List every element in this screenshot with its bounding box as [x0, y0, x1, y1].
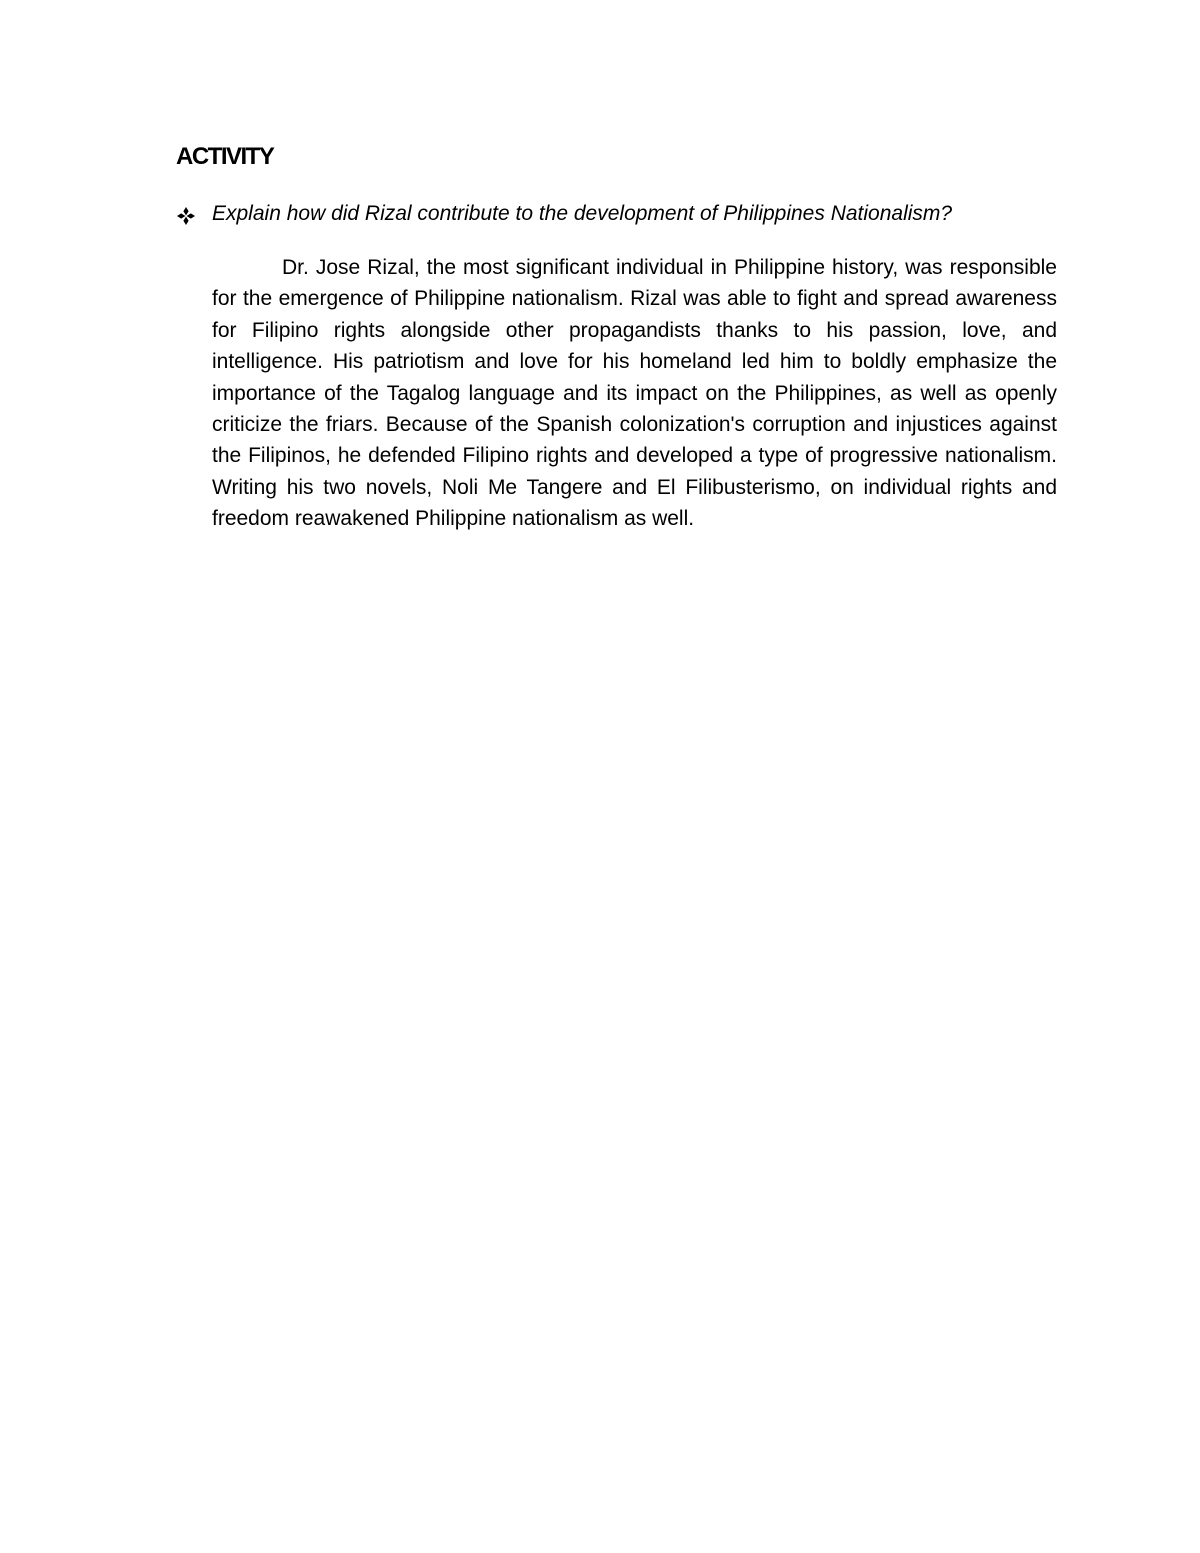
four-diamond-star-bullet-icon: [176, 206, 196, 226]
answer-paragraph: Dr. Jose Rizal, the most significant individual in Philippine history, was responsible for the emergence of Philippine nationalism. Rizal was able to fight and spread awareness for Filipino rights alongside other propagandists thanks to his passion, love, and intelligence. His patriotism and love for his homeland led him to boldly emphasize the importance of the Tagalog language and its impact on the Philippines, as well as openly criticize the friars. Because of the Spanish colonization's corruption and injustices against the Filipinos, he defended Filipino rights and developed a type of progressive nationalism. Writing his two novels, Noli Me Tangere and El Filibusterismo, on individual rights and freedom reawakened Philippine nationalism as well.: [212, 256, 1057, 531]
question-item: [176, 198, 1076, 230]
question-text: Explain how did Rizal contribute to the development of Philippines Nationalism?: [212, 202, 953, 225]
activity-heading: ACTIVITY: [176, 143, 274, 170]
